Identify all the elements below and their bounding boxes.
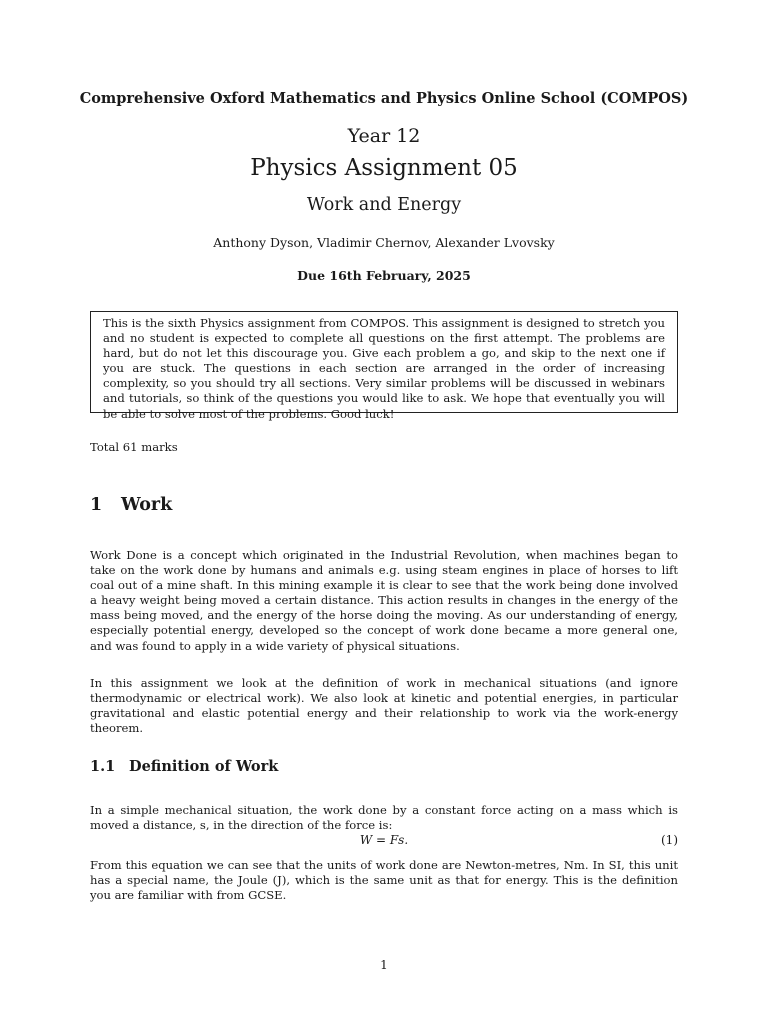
assignment-subtitle: Work and Energy xyxy=(306,195,462,215)
section-title: Work xyxy=(121,495,173,515)
section-paragraph-2: In this assignment we look at the definition of work in mechanical situations (and ignore thermodynamic or electrical work). We also look at kinetic and potential energies, in particular gravitational and elastic potential energy and their relationship to work via the work-energy theorem. xyxy=(90,676,678,736)
section-heading-work xyxy=(90,495,172,515)
total-marks: Total 61 marks xyxy=(90,440,178,454)
subsection-heading-definition xyxy=(90,758,278,775)
section-number: 1 xyxy=(90,495,103,515)
assignment-title: Physics Assignment 05 xyxy=(250,155,518,181)
subsection-title: Definition of Work xyxy=(129,758,279,775)
year-label: Year 12 xyxy=(347,125,421,147)
intro-box: This is the sixth Physics assignment from COMPOS. This assignment is designed to stretch you and no student is expected to complete all questions on the first attempt. The problems are hard, but do not let this discourage you. Give each problem a go, and skip to the next one if you are stuck. The questions in each section are arranged in the order of increasing complexity, so you should try all sections. Very similar problems will be discussed in webinars and tutorials, so think of the questions you would like to ask. We hope that eventually you will be able to solve most of the problems. Good luck! xyxy=(90,311,678,413)
section-paragraph-1: Work Done is a concept which originated in the Industrial Revolution, when machines began to take on the work done by humans and animals e.g. using steam engines in place of horses to lift coal out of a mine shaft. In this mining example it is clear to see that the work being done involved a heavy weight being moved a certain distance. This action results in changes in the energy of the mass being moved, and the energy of the horse doing the moving. As our understanding of energy, especially potential energy, developed so the concept of work done became a more general one, and was found to apply in a wide variety of physical situations. xyxy=(90,548,678,653)
page-number: 1 xyxy=(380,958,388,972)
subsection-paragraph-2: From this equation we can see that the units of work done are Newton-metres, Nm. In SI, this unit has a special name, the Joule (J), which is the same unit as that for energy. This is the definition you are familiar with from GCSE. xyxy=(90,858,678,903)
subsection-number: 1.1 xyxy=(90,758,116,775)
equation-line xyxy=(90,833,678,851)
work-equation: W = Fs. xyxy=(359,833,409,847)
equation-number: (1) xyxy=(661,833,678,847)
due-date: Due 16th February, 2025 xyxy=(297,268,471,283)
authors-line: Anthony Dyson, Vladimir Chernov, Alexander Lvovsky xyxy=(213,235,555,250)
school-name: Comprehensive Oxford Mathematics and Physics Online School (COMPOS) xyxy=(79,90,689,107)
subsection-paragraph-1: In a simple mechanical situation, the work done by a constant force acting on a mass which is moved a distance, s, in the direction of the force is: xyxy=(90,803,678,833)
